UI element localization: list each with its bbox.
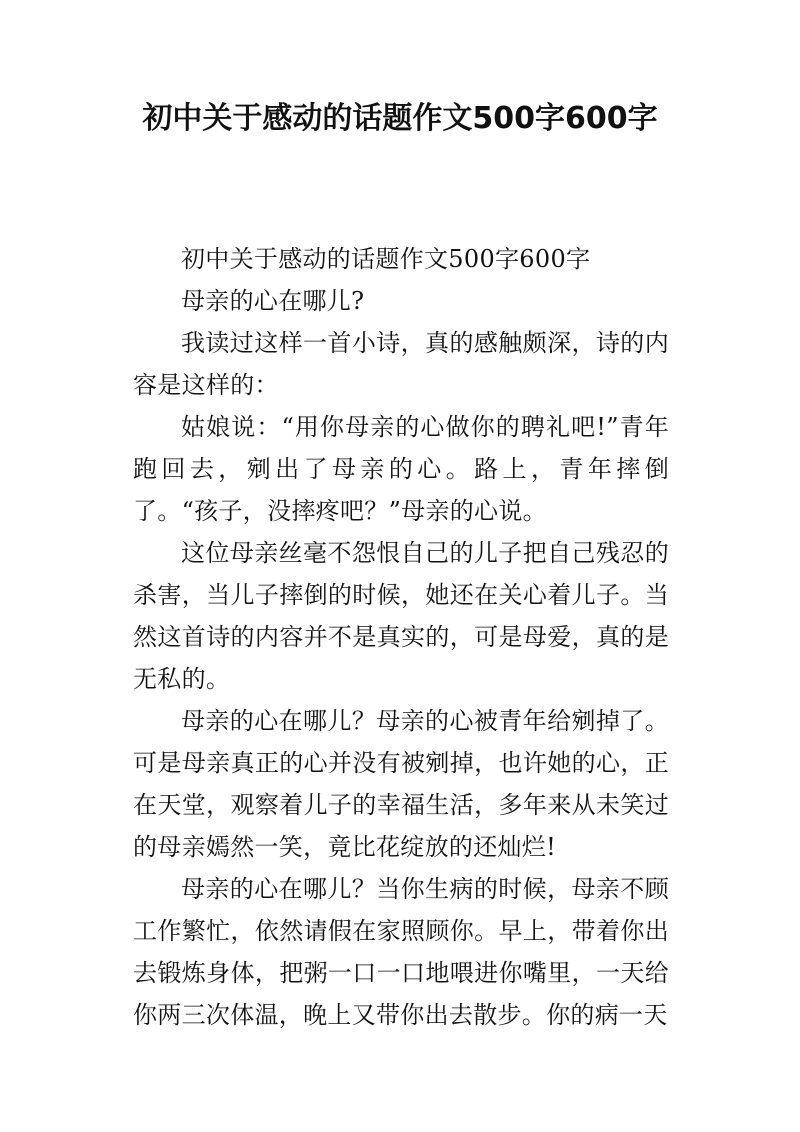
paragraph: 母亲的心在哪儿？当你生病的时候，母亲不顾工作繁忙，依然请假在家照顾你。早上，带着你出去锻炼身体，把粥一口一口地喂进你嘴里，一天给你两三次体温，晚上又带你出去散步。你的病一天 [133, 875, 669, 1029]
document-title: 初中关于感动的话题作文500字600字 [142, 101, 658, 136]
document-body [133, 238, 669, 1036]
paragraph-subtitle: 初中关于感动的话题作文500字600字 [181, 245, 591, 273]
paragraph: 这位母亲丝毫不怨恨自己的儿子把自己残忍的杀害，当儿子摔倒的时候，她还在关心着儿子。当然这首诗的内容并不是真实的，可是母爱，真的是无私的。 [133, 539, 669, 693]
paragraph: 我读过这样一首小诗，真的感触颇深，诗的内容是这样的： [133, 329, 669, 399]
paragraph: 姑娘说：“用你母亲的心做你的聘礼吧!”青年跑回去，剜出了母亲的心。路上，青年摔倒了。“孩子，没摔疼吧？”母亲的心说。 [133, 413, 669, 525]
paragraph-heading: 母亲的心在哪儿? [181, 287, 365, 315]
paragraph: 母亲的心在哪儿？母亲的心被青年给剜掉了。可是母亲真正的心并没有被剜掉，也许她的心，正在天堂，观察着儿子的幸福生活，多年来从未笑过的母亲嫣然一笑，竟比花绽放的还灿烂! [133, 707, 669, 861]
